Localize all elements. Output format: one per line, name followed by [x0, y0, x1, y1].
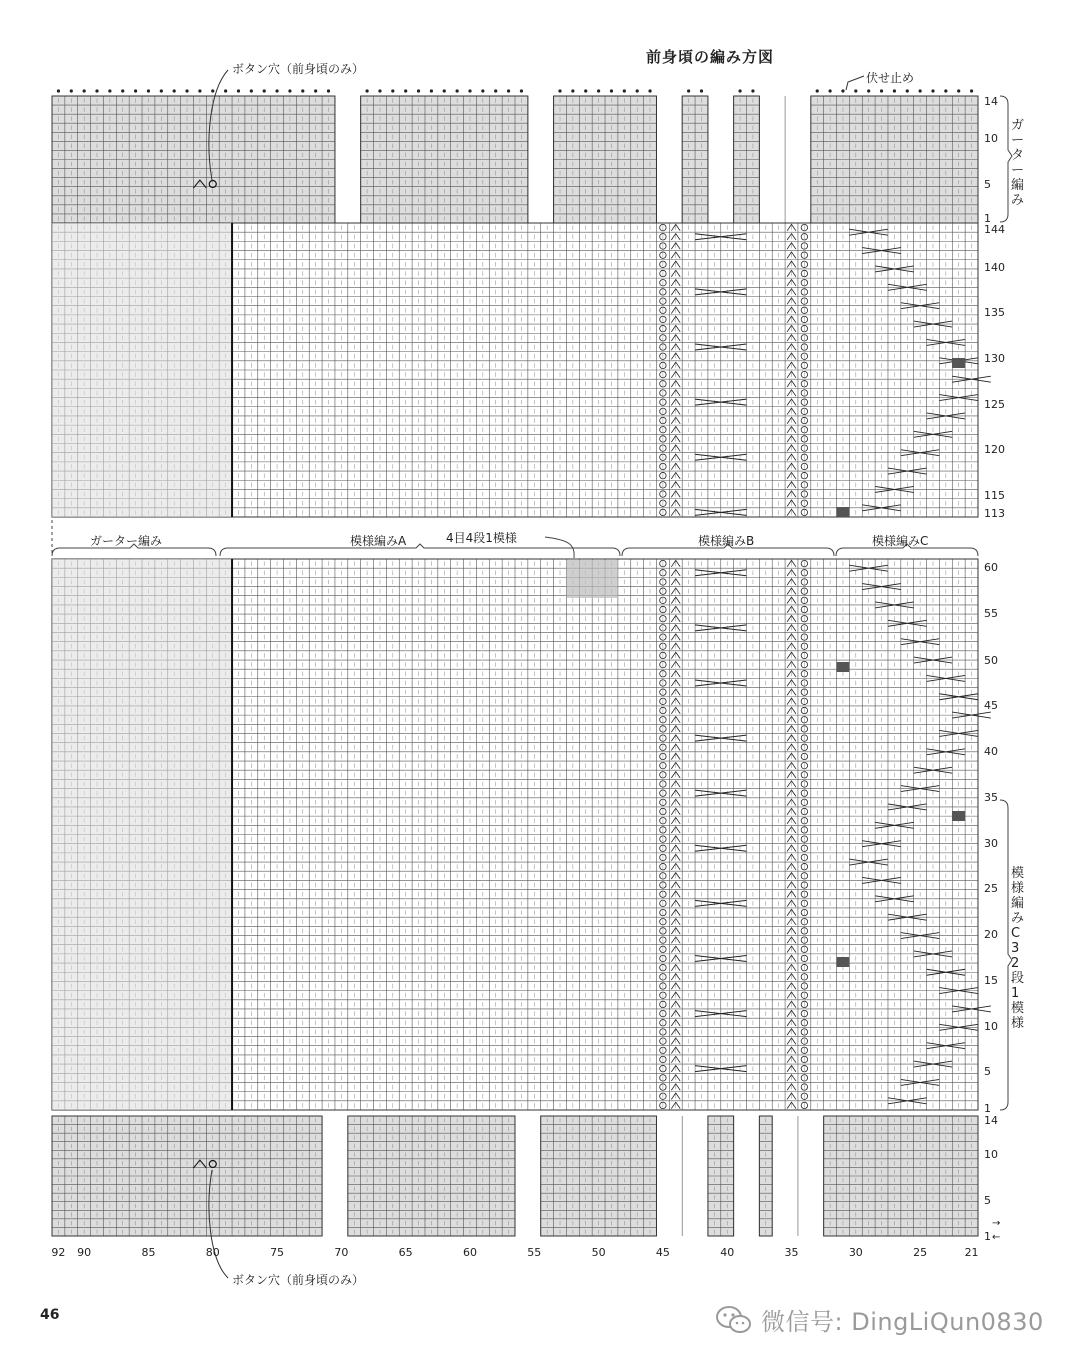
- row-label: 30: [984, 837, 998, 850]
- bind-off-dot-icon: [520, 89, 523, 92]
- bind-off-dot-icon: [173, 89, 176, 92]
- bind-off-dot-icon: [237, 89, 240, 92]
- bind-off-dot-icon: [854, 89, 857, 92]
- bind-off-dot-icon: [931, 89, 934, 92]
- bind-off-dot-icon: [919, 89, 922, 92]
- top-garter-grid: [52, 96, 978, 223]
- bind-off-dot-icon: [738, 89, 741, 92]
- bind-off-label: 伏せ止め: [866, 71, 915, 85]
- row-label: 25: [984, 882, 998, 895]
- arrow-left-icon: ←: [992, 1232, 1001, 1243]
- stitch-label: 80: [205, 1246, 220, 1259]
- bind-off-dot-icon: [687, 89, 690, 92]
- stitch-label: 25: [913, 1246, 928, 1259]
- marker-square-0: [952, 358, 965, 368]
- bind-off-dot-icon: [841, 89, 844, 92]
- row-label: 10: [984, 1148, 998, 1161]
- bind-off-dot-icon: [314, 89, 317, 92]
- row-label: 144: [984, 223, 1005, 236]
- bind-off-dot-icon: [378, 89, 381, 92]
- bind-off-dot-icon: [327, 89, 330, 92]
- stitch-label: 55: [527, 1246, 542, 1259]
- side-label-top-garter: ガーター編み: [1011, 118, 1025, 208]
- bind-off-dot-icon: [185, 89, 188, 92]
- bind-off-dot-icon: [648, 89, 651, 92]
- bind-off-dot-icon: [558, 89, 561, 92]
- buttonhole-label-bottom: ボタン穴（前身頃のみ）: [232, 1273, 365, 1287]
- repeat-a-highlight: [566, 560, 617, 598]
- bind-off-dot-icon: [211, 89, 214, 92]
- row-label: 140: [984, 261, 1005, 274]
- row-label: 5: [984, 1194, 991, 1207]
- stitch-label: 30: [848, 1246, 863, 1259]
- row-label: 5: [984, 1065, 991, 1078]
- buttonhole-label-top: ボタン穴（前身頃のみ）: [232, 62, 365, 76]
- bind-off-dot-icon: [288, 89, 291, 92]
- row-label: 50: [984, 654, 998, 667]
- row-label: 1: [984, 1102, 991, 1115]
- row-label: 115: [984, 489, 1005, 502]
- stitch-label: 75: [270, 1246, 285, 1259]
- bind-off-dot-icon: [430, 89, 433, 92]
- bind-off-dot-icon: [443, 89, 446, 92]
- bind-off-dot-icon: [391, 89, 394, 92]
- row-label: 15: [984, 974, 998, 987]
- bind-off-dot-icon: [636, 89, 639, 92]
- bind-off-dot-icon: [83, 89, 86, 92]
- stitch-label: 40: [720, 1246, 735, 1259]
- bind-off-dot-icon: [944, 89, 947, 92]
- marker-square-2: [837, 662, 850, 672]
- bind-off-dot-icon: [57, 89, 60, 92]
- row-label: 120: [984, 443, 1005, 456]
- marker-square-1: [837, 507, 850, 517]
- row-label: 113: [984, 507, 1005, 520]
- bind-off-dot-icon: [95, 89, 98, 92]
- bind-off-dot-icon: [108, 89, 111, 92]
- bind-off-dot-icon: [160, 89, 163, 92]
- bind-off-dot-icon: [571, 89, 574, 92]
- watermark: [715, 1302, 1044, 1337]
- row-label: 40: [984, 745, 998, 758]
- row-label: 14: [984, 95, 998, 108]
- repeat-a-label: 4目4段1模様: [446, 531, 517, 545]
- stitch-label: 60: [462, 1246, 477, 1259]
- page-number: 46: [40, 1307, 60, 1323]
- row-label: 35: [984, 791, 998, 804]
- stitch-label: 85: [141, 1246, 156, 1259]
- bind-off-dot-icon: [147, 89, 150, 92]
- stitch-label: 70: [334, 1246, 349, 1259]
- row-label: 20: [984, 928, 998, 941]
- section-pattern-c-label: 模様編みC: [872, 534, 929, 548]
- row-label: 130: [984, 352, 1005, 365]
- section-pattern-a-label: 模様編みA: [350, 534, 407, 548]
- bind-off-dot-icon: [404, 89, 407, 92]
- bind-off-dot-icon: [417, 89, 420, 92]
- row-label: 10: [984, 132, 998, 145]
- row-label: 55: [984, 607, 998, 620]
- bind-off-dot-icon: [198, 89, 201, 92]
- bind-off-dot-icon: [263, 89, 266, 92]
- stitch-label: 90: [77, 1246, 92, 1259]
- arrow-right-icon: →: [992, 1218, 1001, 1229]
- bind-off-dot-icon: [906, 89, 909, 92]
- bind-off-dot-icon: [700, 89, 703, 92]
- row-label: 45: [984, 699, 998, 712]
- bind-off-dot-icon: [893, 89, 896, 92]
- garter-shade-1: [52, 559, 232, 1110]
- stitch-label: 35: [784, 1246, 799, 1259]
- bind-off-dot-icon: [880, 89, 883, 92]
- marker-square-3: [952, 811, 965, 821]
- section-bracket-1: [220, 544, 620, 556]
- bind-off-dot-icon: [456, 89, 459, 92]
- watermark-text: 微信号: DingLiQun0830: [761, 1308, 1044, 1336]
- section-garter-label: ガーター編み: [90, 534, 163, 548]
- bind-off-dot-icon: [867, 89, 870, 92]
- section-pattern-b-label: 模様編みB: [698, 534, 755, 548]
- bind-off-dot-icon: [70, 89, 73, 92]
- bind-off-dot-icon: [494, 89, 497, 92]
- page-title: 前身頃の編み方図: [645, 48, 774, 66]
- row-label: 10: [984, 1020, 998, 1033]
- bind-off-dot-icon: [365, 89, 368, 92]
- stitch-label: 45: [655, 1246, 670, 1259]
- row-label: 135: [984, 306, 1005, 319]
- bind-off-dot-icon: [134, 89, 137, 92]
- bind-off-dot-icon: [121, 89, 124, 92]
- stitch-label: 50: [591, 1246, 606, 1259]
- marker-square-4: [837, 957, 850, 967]
- bind-off-dot-icon: [224, 89, 227, 92]
- bind-off-dot-icon: [301, 89, 304, 92]
- row-label: 1: [984, 1230, 991, 1243]
- bind-off-dot-icon: [610, 89, 613, 92]
- stitch-label: 65: [398, 1246, 413, 1259]
- wechat-logo-icon: [715, 1305, 753, 1335]
- bind-off-dot-icon: [828, 89, 831, 92]
- bind-off-dot-icon: [970, 89, 973, 92]
- bind-off-dot-icon: [816, 89, 819, 92]
- garter-shade-0: [52, 223, 232, 517]
- bind-off-dot-icon: [507, 89, 510, 92]
- bind-off-dot-icon: [468, 89, 471, 92]
- bind-off-dot-icon: [957, 89, 960, 92]
- bind-off-dot-icon: [597, 89, 600, 92]
- row-label: 14: [984, 1114, 998, 1127]
- side-label-pattern-c: 模様編みC 32段1模様: [1011, 866, 1025, 1031]
- stitch-label: 21: [964, 1246, 979, 1259]
- bind-off-dot-icon: [623, 89, 626, 92]
- bind-off-leader: [846, 76, 864, 90]
- bind-off-dot-icon: [275, 89, 278, 92]
- bind-off-dot-icon: [481, 89, 484, 92]
- bottom-garter-grid: [52, 1116, 978, 1236]
- stitch-label: 92: [51, 1246, 66, 1259]
- row-label: 5: [984, 178, 991, 191]
- row-label: 125: [984, 398, 1005, 411]
- bind-off-dot-icon: [250, 89, 253, 92]
- bind-off-dot-icon: [751, 89, 754, 92]
- row-label: 1: [984, 212, 991, 225]
- bind-off-dot-icon: [584, 89, 587, 92]
- row-label: 60: [984, 561, 998, 574]
